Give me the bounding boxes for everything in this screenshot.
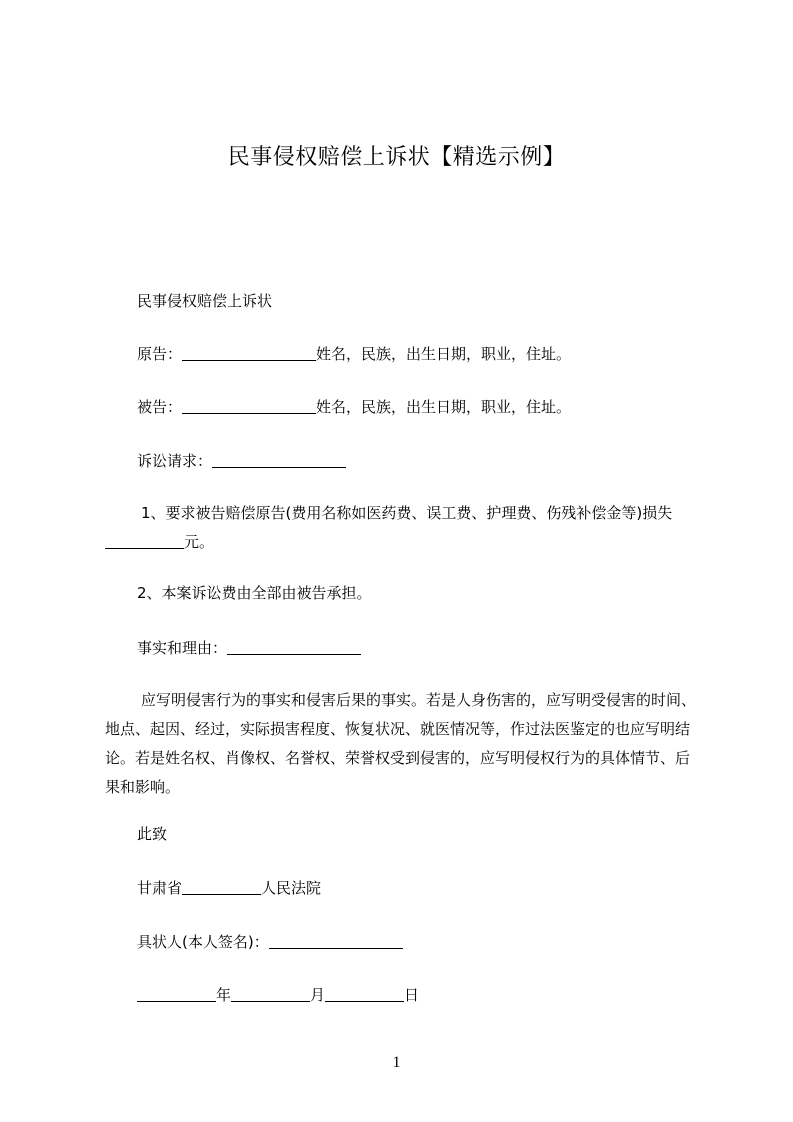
signer-line <box>137 928 403 956</box>
defendant-suffix: 姓名，民族，出生日期，职业，住址。 <box>316 398 572 416</box>
signer-label: 具状人(本人签名)： <box>137 933 269 951</box>
month-blank[interactable] <box>231 985 310 1002</box>
defendant-line <box>137 393 571 421</box>
court-suffix: 人民法院 <box>261 879 322 897</box>
date-day: 日 <box>404 986 420 1004</box>
court-prefix: 甘肃省 <box>137 879 183 897</box>
claim-amount-blank[interactable] <box>105 532 184 549</box>
plaintiff-suffix: 姓名，民族，出生日期，职业，住址。 <box>316 345 572 363</box>
claim-1-line-2 <box>105 528 214 556</box>
page-number: 1 <box>392 1054 401 1071</box>
facts-label: 事实和理由： <box>137 639 228 657</box>
defendant-blank[interactable] <box>182 397 316 414</box>
day-blank[interactable] <box>325 985 404 1002</box>
plaintiff-blank[interactable] <box>182 344 316 361</box>
court-line <box>137 874 321 902</box>
claim-1-suffix: 元。 <box>184 533 215 551</box>
claims-label: 诉讼请求： <box>137 452 213 470</box>
plaintiff-line <box>137 340 571 368</box>
facts-line <box>137 634 361 662</box>
date-year: 年 <box>216 986 232 1004</box>
document-title: 民事侵权赔偿上诉状【精选示例】 <box>227 145 566 170</box>
plaintiff-label: 原告： <box>137 345 183 363</box>
claim-2: 2、本案诉讼费由全部由被告承担。 <box>137 584 372 602</box>
signer-blank[interactable] <box>269 932 403 949</box>
claims-blank[interactable] <box>212 451 346 468</box>
facts-blank[interactable] <box>227 638 361 655</box>
heading: 民事侵权赔偿上诉状 <box>137 292 273 310</box>
defendant-label: 被告： <box>137 398 183 416</box>
claims-line <box>137 447 346 475</box>
claim-1-line-1: 1、要求被告赔偿原告(费用名称如医药费、误工费、护理费、伤残补偿金等)损失 <box>141 504 673 522</box>
date-month: 月 <box>310 986 326 1004</box>
year-blank[interactable] <box>137 985 216 1002</box>
date-line <box>137 981 419 1009</box>
facts-body: 应写明侵害行为的事实和侵害后果的事实。若是人身伤害的，应写明受侵害的时间、地点、起因、经过，实际损害程度、恢复状况、就医情况等，作过法医鉴定的也应写明结论。若是姓名权、肖像权、名誉权、荣誉权受到侵害的，应写明侵权行为的具体情节、后果和影响。 <box>105 691 697 796</box>
court-blank[interactable] <box>182 878 261 895</box>
closing: 此致 <box>137 825 168 843</box>
